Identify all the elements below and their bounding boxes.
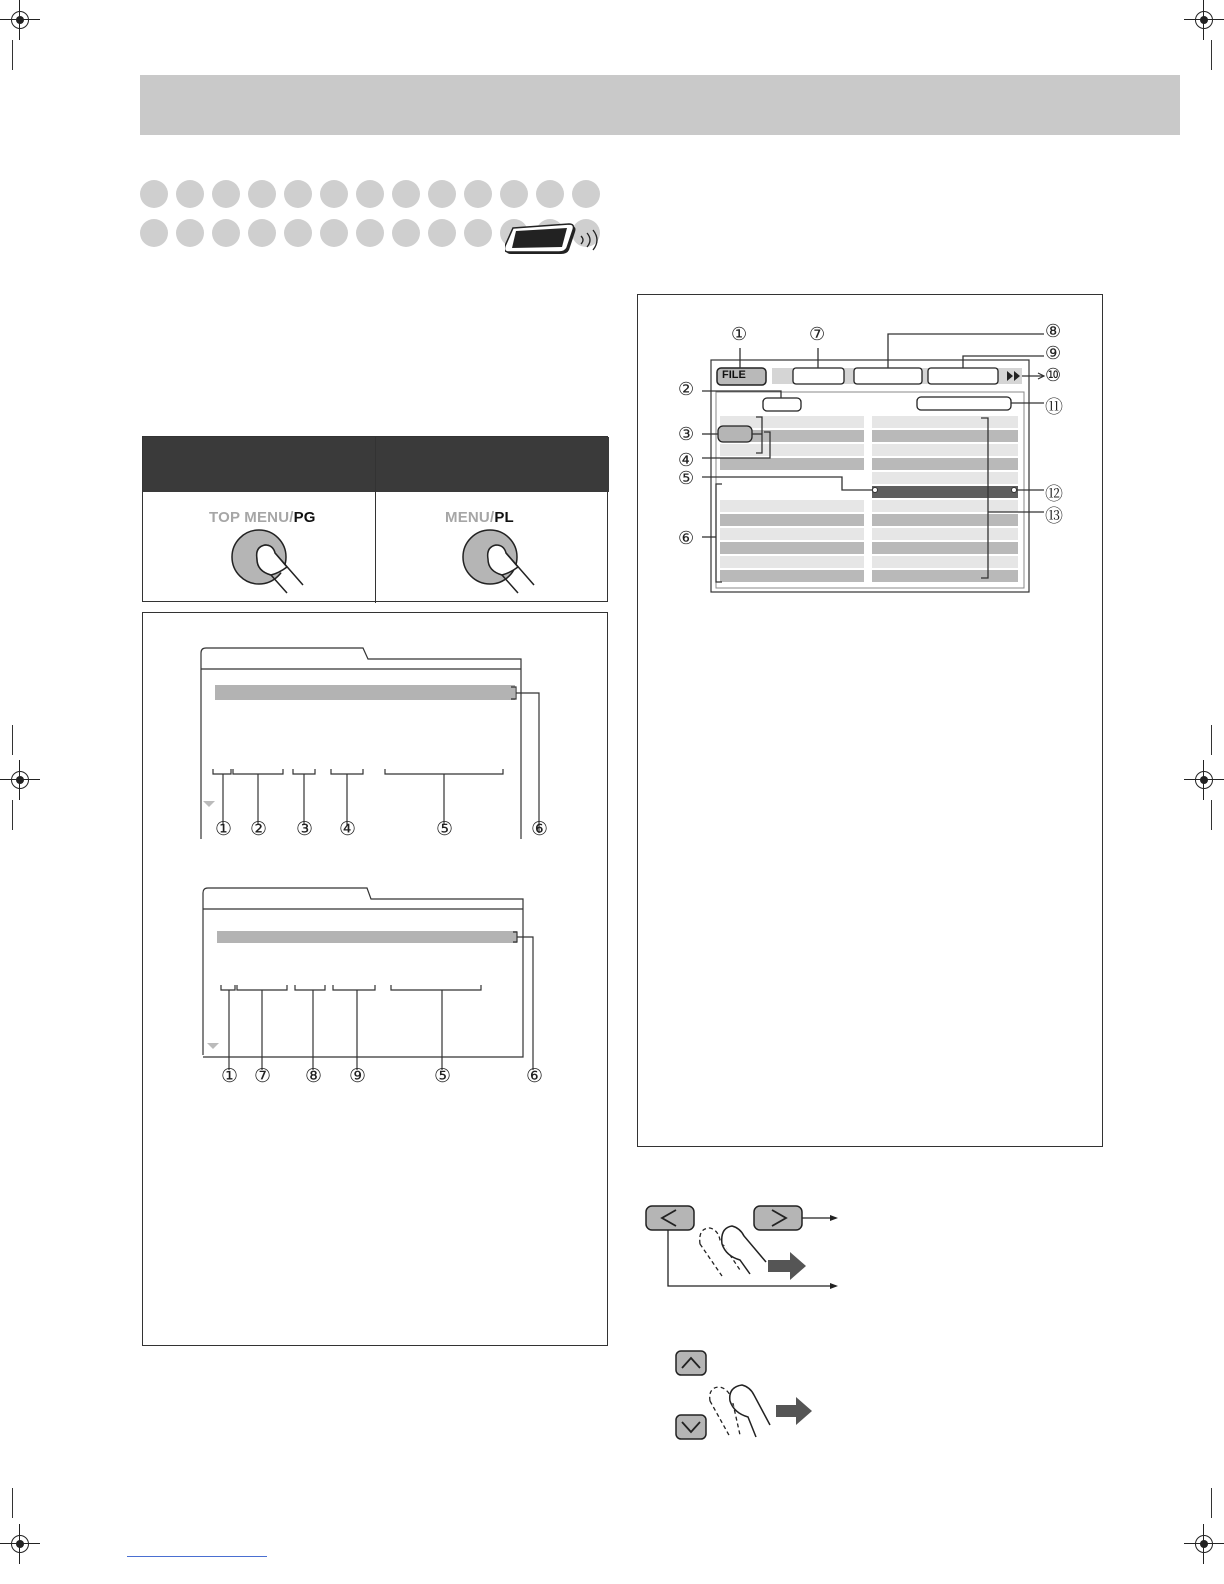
callout-labels-right (638, 295, 1104, 595)
registration-mark-top-right (1184, 0, 1224, 40)
registration-mark-mid-right (1184, 760, 1224, 800)
callout-number: ⑧ (305, 1065, 323, 1087)
callout-number: ⑫ (1045, 484, 1063, 505)
operation-table (142, 436, 608, 602)
callout-number: ⑪ (1045, 397, 1063, 418)
callout-number: ⑨ (349, 1065, 367, 1087)
callout-number: ⑦ (809, 324, 826, 345)
cursor-left-right-illustration (640, 1200, 860, 1300)
right-display-panel (637, 294, 1103, 1147)
trim-line (12, 1488, 13, 1518)
registration-mark-bottom-left (0, 1524, 40, 1564)
trim-line (1211, 40, 1212, 70)
callout-number: ③ (678, 424, 695, 445)
callout-number: ⑥ (678, 528, 695, 549)
trim-line (12, 800, 13, 830)
callout-number: ⑥ (526, 1065, 544, 1087)
callout-number: ⑦ (254, 1065, 272, 1087)
registration-mark-top-left (0, 0, 40, 40)
display-screen-bottom (195, 885, 565, 1085)
callout-number: ⑤ (434, 1065, 452, 1087)
callout-number: ⑨ (1045, 343, 1062, 364)
file-tab-label: FILE (722, 369, 746, 381)
callout-number: ① (731, 324, 748, 345)
footer-link-underline (127, 1556, 267, 1557)
trim-line (1211, 1488, 1212, 1518)
top-menu-pg-label: TOP MENU/PG (209, 509, 316, 526)
top-menu-pg-button[interactable] (227, 529, 307, 599)
table-header-right (376, 437, 609, 492)
callout-number: ② (250, 818, 268, 840)
callout-number: ⑩ (1045, 365, 1062, 386)
trim-line (1211, 725, 1212, 755)
table-header-left (143, 437, 375, 492)
callout-number: ⑧ (1045, 321, 1062, 342)
left-display-panel (142, 612, 608, 1346)
registration-mark-bottom-right (1184, 1524, 1224, 1564)
callout-number: ⑤ (436, 818, 454, 840)
remote-control-icon (505, 222, 605, 258)
display-screen-top (193, 643, 563, 843)
trim-line (12, 725, 13, 755)
section-header-bar (140, 75, 1180, 135)
callout-row-top (215, 818, 555, 840)
callout-number: ① (221, 1065, 239, 1087)
cursor-up-down-illustration (670, 1345, 830, 1445)
menu-pl-label: MENU/PL (445, 509, 514, 526)
callout-number: ① (215, 818, 233, 840)
callout-number: ⑬ (1045, 506, 1063, 527)
callout-number: ⑤ (678, 468, 695, 489)
callout-number: ③ (296, 818, 314, 840)
registration-mark-mid-left (0, 760, 40, 800)
callout-number: ② (678, 379, 695, 400)
trim-line (12, 40, 13, 70)
callout-number: ④ (339, 818, 357, 840)
menu-pl-button[interactable] (458, 529, 538, 599)
callout-number: ④ (678, 450, 695, 471)
callout-number: ⑥ (531, 818, 549, 840)
callout-row-bottom (221, 1065, 561, 1087)
trim-line (1211, 800, 1212, 830)
